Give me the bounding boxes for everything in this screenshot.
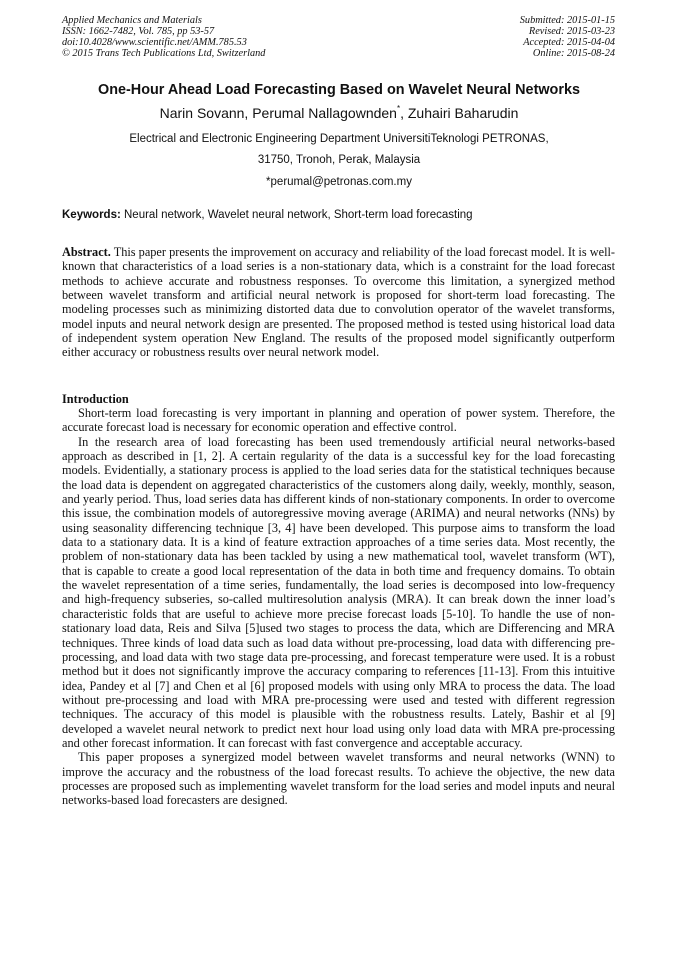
abstract-text: This paper presents the improvement on accuracy and reliability of the load forecast model. It is well-known that characteristics of a load series is a non-stationary data, which is a constraint for the load forecast methods to achieve accurate and robustness responses. To overcome this limitation, a synergized method between wavelet transform and artificial neural network is proposed for short-term load forecasting. The modeling processes such as minimizing distorted data due to convolution operator of the wavelet transforms, model inputs and neural network design are presented. The proposed method is tested using historical load data of independent system operation New England. The results of the proposed model significantly outperform either accuracy or robustness results over neural network model. bbox=[62, 245, 615, 360]
copyright: © 2015 Trans Tech Publications Ltd, Switzerland bbox=[62, 48, 266, 59]
journal-info bbox=[62, 15, 265, 59]
abstract bbox=[62, 245, 615, 360]
affiliation-line-2: 31750, Tronoh, Perak, Malaysia bbox=[257, 154, 421, 166]
section-heading-introduction: Introduction bbox=[62, 392, 129, 406]
intro-paragraph-3: This paper proposes a synergized model between wavelet transforms and neural networks (WNN) to improve the accuracy and the robustness of the load forecast results. To achieve the objective, the new data processes are proposed such as implementing wavelet transform for the load series and model inputs and neural networks-based load forecasters are designed. bbox=[62, 750, 615, 808]
author-list bbox=[0, 104, 678, 121]
keywords-label: Keywords: bbox=[62, 209, 121, 221]
intro-paragraph-1: Short-term load forecasting is very important in planning and operation of power system. Therefore, the accurate forecast load is necessary for economic operation and effective control. bbox=[62, 406, 615, 435]
author-names-1: Narin Sovann, Perumal Nallagownden bbox=[159, 105, 397, 121]
accepted-date: Accepted: 2015-04-04 bbox=[523, 37, 615, 48]
issn: ISSN: 1662-7482, Vol. 785, pp 53-57 bbox=[62, 26, 215, 37]
keywords bbox=[62, 209, 622, 221]
journal-name: Applied Mechanics and Materials bbox=[62, 15, 202, 26]
keywords-text: Neural network, Wavelet neural network, Short-term load forecasting bbox=[120, 209, 473, 221]
introduction-body bbox=[62, 406, 615, 808]
submission-dates bbox=[520, 15, 615, 59]
corresponding-author-mark: * bbox=[396, 104, 401, 113]
paper-title: One-Hour Ahead Load Forecasting Based on Wavelet Neural Networks bbox=[98, 82, 580, 98]
submitted-date: Submitted: 2015-01-15 bbox=[519, 15, 615, 26]
intro-paragraph-2: In the research area of load forecasting has been used tremendously artificial neural networks-based approach as described in [1, 2]. A certain regularity of the data is a successful key for the load forecasting models. Evidentially, a stationary process is applied to the load series data for the statistical techniques because the load data is dependent on aggregated characteristics of the customers along daily, weekly, monthly, season, and yearly period. Thus, load series data has different kinds of non-stationary components. In order to overcome this issue, the combination models of autoregressive moving average (ARIMA) and neural networks (NNs) by using seasonality differencing technique [3, 4] have been developed. This purpose aims to transform the load data to a stationary data. It is a kind of feature extraction approaches of a time series data. Most recently, the problem of non-stationary data has been tackled by using a new mathematical tool, wavelet transform (WT), that is capable to create a good local representation of the data in both time and frequency domains. To obtain the wavelet representation of a time series, fundamentally, the load series is decomposed into low-frequency and high-frequency subseries, so-called multiresolution analysis (MRA). It can break down the inner load’s characteristic folds that are useful to achieve more precise forecast loads [5-10]. To handle the use of non-stationary load data, Reis and Silva [5]used two stages to process the data, which are Differencing and MRA techniques. Three kinds of load data such as load data without pre-processing, load data with differencing pre-processing, and load data with two stage data pre-processing, and forecast temperature were used. It is a robust method but it does not significantly improve the accuracy comparing to references [11-13]. From this intuitive idea, Pandey et al [7] and Chen et al [6] proposed models with using only MRA to process the data. The load without pre-processing and load with MRA pre-processing were used and tested with different regression techniques. The accuracy of this model is plausible with the robustness results. Lately, Bashir et al [9] developed a wavelet neural network to predict next hour load using only load data with MRA pre-processing and other forecast information. It can forecast with fast convergence and acceptable accuracy. bbox=[62, 434, 615, 750]
abstract-paragraph bbox=[62, 245, 615, 360]
abstract-label: Abstract. bbox=[62, 245, 111, 259]
author-email[interactable]: *perumal@petronas.com.my bbox=[266, 176, 412, 188]
online-date: Online: 2015-08-24 bbox=[532, 48, 615, 59]
doi[interactable]: doi:10.4028/www.scientific.net/AMM.785.53 bbox=[62, 37, 247, 48]
author-names-2: , Zuhairi Baharudin bbox=[400, 105, 519, 121]
affiliation-line-1: Electrical and Electronic Engineering Department UniversitiTeknologi PETRONAS, bbox=[129, 133, 549, 145]
revised-date: Revised: 2015-03-23 bbox=[528, 26, 615, 37]
